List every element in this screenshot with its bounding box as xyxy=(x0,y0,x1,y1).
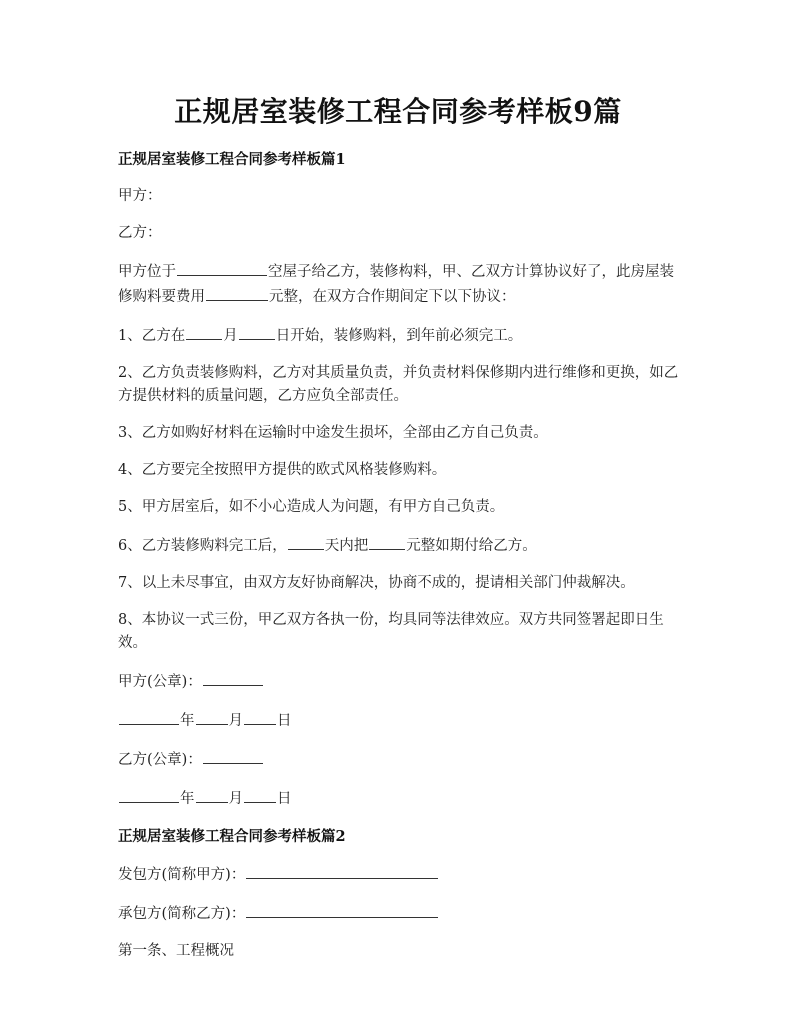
month-label-a: 月 xyxy=(228,713,243,729)
blank-signature-b xyxy=(203,747,263,764)
clause-1-text-a: 1、乙方在 xyxy=(118,328,186,344)
year-label-b: 年 xyxy=(180,791,195,807)
date-line-b xyxy=(118,786,688,811)
contractor-a-line xyxy=(118,862,688,887)
blank-month-a xyxy=(196,708,228,725)
section-heading-2: 正规居室装修工程合同参考样板篇2 xyxy=(118,828,346,845)
clause-7: 7、以上未尽事宜，由双方友好协商解决，协商不成的，提请相关部门仲裁解决。 xyxy=(118,575,635,591)
article-1-heading: 第一条、工程概况 xyxy=(118,943,234,959)
clause-3: 3、乙方如购好材料在运输时中途发生损坏，全部由乙方自己负责。 xyxy=(118,425,548,441)
party-b-line: 乙方： xyxy=(118,225,162,241)
section-heading-1: 正规居室装修工程合同参考样板篇1 xyxy=(118,151,346,168)
intro-text-c: 元整，在双方合作期间定下以下协议： xyxy=(269,289,516,305)
contractor-b-line xyxy=(118,901,688,926)
blank-contractor-b xyxy=(246,901,438,918)
intro-text-b: 空屋子给乙方，装修构料，甲、乙双方计算协议好了，此房屋装修购料要费用 xyxy=(118,264,674,305)
blank-contractor-a xyxy=(246,862,438,879)
blank-cost xyxy=(206,284,268,301)
signature-b-label: 乙方(公章)： xyxy=(118,752,202,768)
party-a-line: 甲方： xyxy=(118,188,162,204)
clause-6 xyxy=(118,533,688,558)
blank-address xyxy=(177,259,267,276)
contractor-a-label: 发包方(简称甲方)： xyxy=(118,867,246,883)
intro-text-a: 甲方位于 xyxy=(118,264,176,280)
document-title: 正规居室装修工程合同参考样板9篇 xyxy=(174,95,622,128)
blank-day-a xyxy=(244,708,276,725)
blank-day-b xyxy=(244,786,276,803)
blank-year-a xyxy=(119,708,179,725)
blank-amount xyxy=(369,533,405,550)
clause-5: 5、甲方居室后，如不小心造成人为问题，有甲方自己负责。 xyxy=(118,499,505,515)
blank-month-b xyxy=(196,786,228,803)
clause-6-text-a: 6、乙方装修购料完工后， xyxy=(118,538,287,554)
clause-8: 8、本协议一式三份，甲乙双方各执一份，均具同等法律效应。双方共同签署起即日生效。 xyxy=(118,612,664,651)
intro-paragraph xyxy=(118,259,688,309)
blank-start-month xyxy=(186,323,222,340)
year-label-a: 年 xyxy=(180,713,195,729)
day-label-b: 日 xyxy=(277,791,292,807)
signature-party-b xyxy=(118,747,688,772)
blank-days xyxy=(288,533,324,550)
contractor-b-label: 承包方(简称乙方)： xyxy=(118,906,246,922)
clause-1 xyxy=(118,323,688,348)
clause-6-text-c: 元整如期付给乙方。 xyxy=(406,538,537,554)
document-body xyxy=(118,148,688,977)
signature-a-label: 甲方(公章)： xyxy=(118,674,202,690)
blank-year-b xyxy=(119,786,179,803)
signature-party-a xyxy=(118,669,688,694)
clause-1-text-b: 月 xyxy=(223,328,238,344)
day-label-a: 日 xyxy=(277,713,292,729)
month-label-b: 月 xyxy=(228,791,243,807)
clause-2: 2、乙方负责装修购料，乙方对其质量负责，并负责材料保修期内进行维修和更换，如乙方提供材料的质量问题，乙方应负全部责任。 xyxy=(118,365,679,404)
date-line-a xyxy=(118,708,688,733)
clause-4: 4、乙方要完全按照甲方提供的欧式风格装修购料。 xyxy=(118,462,447,478)
clause-1-text-c: 日开始，装修购料，到年前必须完工。 xyxy=(275,328,523,344)
clause-6-text-b: 天内把 xyxy=(324,538,369,554)
blank-start-day xyxy=(239,323,275,340)
blank-signature-a xyxy=(203,669,263,686)
